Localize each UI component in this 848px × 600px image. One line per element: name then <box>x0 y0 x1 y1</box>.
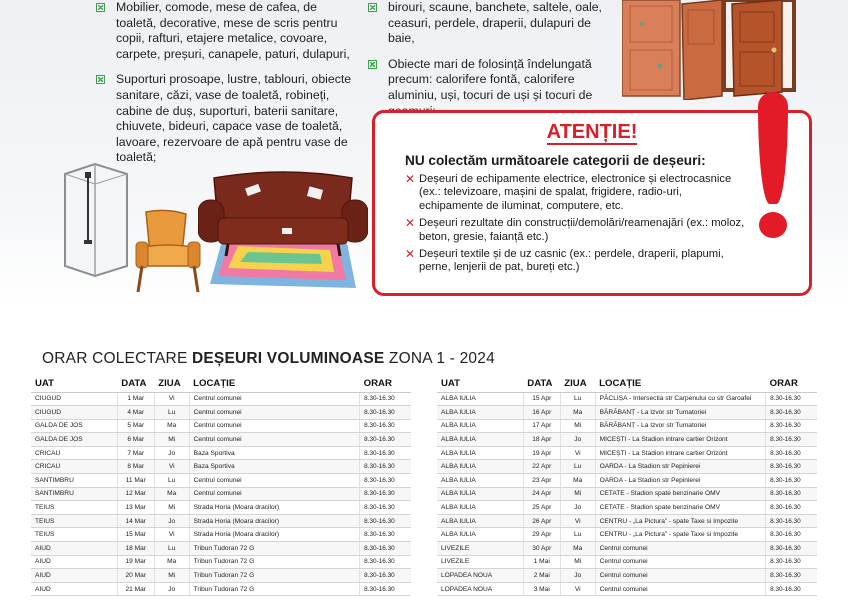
cell-location: Strada Horia (Moara dracilor) <box>189 501 359 515</box>
cell-date: 4 Mar <box>117 406 154 420</box>
cell-location: Centrul comunei <box>189 406 359 420</box>
cell-date: 18 Apr <box>523 433 560 447</box>
cell-uat: ALBA IULIA <box>437 419 523 433</box>
cell-date: 23 Apr <box>523 474 560 488</box>
header-day: ZIUA <box>560 376 595 392</box>
cell-date: 14 Mar <box>117 514 154 528</box>
table-row <box>31 501 411 515</box>
cell-location: CETATE - Stadion spate benzinarie OMV <box>595 487 765 501</box>
table-row <box>437 569 817 583</box>
cell-day: Lu <box>560 460 595 474</box>
header-day: ZIUA <box>154 376 189 392</box>
cell-hours: 8.30-16.30 <box>766 528 817 542</box>
shower-illustration <box>55 160 133 280</box>
cell-date: 12 Mar <box>117 487 154 501</box>
cell-hours: 8.30-16.30 <box>360 542 411 556</box>
cell-location: BĂRĂBANȚ - La Izvor str Tumatoriei <box>595 419 765 433</box>
header-date: DATA <box>523 376 560 392</box>
cross-icon: ✕ <box>405 247 416 262</box>
cell-day: Ma <box>154 555 189 569</box>
accepted-item <box>96 72 358 166</box>
excluded-item-text: Deșeuri rezultate din construcții/demolări/reamenajări (ex.: moloz, beton, gresie, faianță etc.) <box>419 217 745 243</box>
cell-hours: 8.30-16.30 <box>360 501 411 515</box>
table-row <box>437 460 817 474</box>
header-location: LOCAȚIE <box>595 376 765 392</box>
cell-hours: 8.30-16.30 <box>766 555 817 569</box>
table-row <box>31 446 411 460</box>
cell-date: 22 Apr <box>523 460 560 474</box>
cell-hours: 8.30-16.30 <box>360 514 411 528</box>
cell-date: 6 Mar <box>117 433 154 447</box>
accepted-item <box>96 0 358 62</box>
cell-uat: LIVEZILE <box>437 542 523 556</box>
cell-hours: 8.30-16.30 <box>360 569 411 583</box>
cell-location: OARDA - La Stadion str Pepinierei <box>595 474 765 488</box>
table-row <box>31 433 411 447</box>
excluded-item-text: Deșeuri de echipamente electrice, electronice și electrocasnice (ex.: televizoare, mașini de spalat, frigidere, radio-uri, echipamente de iluminat, computere, etc. <box>419 173 732 212</box>
cell-uat: AIUD <box>31 569 117 583</box>
cell-hours: 8.30-16.30 <box>766 406 817 420</box>
cell-location: Centrul comunei <box>595 542 765 556</box>
table-header-row <box>437 376 817 392</box>
cell-location: Centrul comunei <box>189 474 359 488</box>
sofa-illustration <box>198 168 368 258</box>
cell-uat: CRICAU <box>31 460 117 474</box>
accepted-item-text: Obiecte mari de folosință îndelungată precum: calorifere fontă, calorifere aluminiu, uși, tocuri de uși și tocuri de <box>388 56 593 102</box>
table-row <box>31 419 411 433</box>
table-row <box>31 542 411 556</box>
cell-location: Tribun Tudoran 72 G <box>189 555 359 569</box>
cell-day: Jo <box>560 433 595 447</box>
cell-uat: ALBA IULIA <box>437 528 523 542</box>
warning-title: ATENȚIE! <box>546 121 638 143</box>
table-row <box>31 460 411 474</box>
cell-location: Centrul comunei <box>189 419 359 433</box>
cell-uat: AIUD <box>31 582 117 596</box>
accepted-list-left <box>96 0 358 176</box>
warning-box <box>372 110 812 296</box>
cell-day: Mi <box>560 555 595 569</box>
cell-uat: ALBA IULIA <box>437 446 523 460</box>
cell-uat: LOPADEA NOUA <box>437 582 523 596</box>
cell-hours: 8.30-16.30 <box>360 582 411 596</box>
table-body <box>31 392 411 596</box>
cell-date: 8 Mar <box>117 460 154 474</box>
cell-day: Jo <box>154 446 189 460</box>
accepted-item-text: Suporturi prosoape, lustre, tablouri, obiecte sanitare, căzi, vase de toaletă, robineți, cabine de duș, suporturi, baterii sanitare, chiuvete, bideuri, capace vase de toaletă, lavoare, rezervoare de apă pentru vase de toaletă; <box>116 72 352 165</box>
table-row <box>437 514 817 528</box>
schedule-title: ORAR COLECTARE DEȘEURI VOLUMINOASE ZONA 1 - 2024 <box>42 350 495 367</box>
cell-hours: 8.30-16.30 <box>766 514 817 528</box>
table-row <box>31 582 411 596</box>
schedule-table-left <box>31 376 411 596</box>
cell-location: Baza Sportiva <box>189 460 359 474</box>
table-row <box>31 569 411 583</box>
cell-uat: GALDA DE JOS <box>31 433 117 447</box>
cell-day: Jo <box>560 569 595 583</box>
door-illustration <box>622 0 812 100</box>
cell-date: 30 Apr <box>523 542 560 556</box>
cell-location: Centrul comunei <box>189 392 359 406</box>
cell-location: Centrul comunei <box>595 582 765 596</box>
cell-hours: 8.30-16.30 <box>360 446 411 460</box>
cell-hours: 8.30-16.30 <box>766 542 817 556</box>
cell-date: 3 Mai <box>523 582 560 596</box>
cross-icon: ✕ <box>405 216 416 231</box>
cell-location: OARDA - La Stadion str Pepinierei <box>595 460 765 474</box>
cell-date: 1 Mar <box>117 392 154 406</box>
cell-hours: 8.30-16.30 <box>766 569 817 583</box>
cell-location: CETATE - Stadion spate benzinarie OMV <box>595 501 765 515</box>
cell-hours: 8.30-16.30 <box>766 419 817 433</box>
check-icon <box>96 75 105 84</box>
cross-icon: ✕ <box>405 172 416 186</box>
table-row <box>437 474 817 488</box>
cell-date: 17 Apr <box>523 419 560 433</box>
excluded-item <box>405 217 745 244</box>
cell-hours: 8.30-16.30 <box>360 392 411 406</box>
cell-location: MICEȘTI - La Stadion intrare cartier Orizont <box>595 433 765 447</box>
cell-date: 2 Mai <box>523 569 560 583</box>
cell-date: 11 Mar <box>117 474 154 488</box>
cell-day: Ma <box>154 487 189 501</box>
cell-date: 19 Mar <box>117 555 154 569</box>
cell-day: Ma <box>560 474 595 488</box>
cell-hours: 8.30-16.30 <box>360 419 411 433</box>
cell-day: Ma <box>560 406 595 420</box>
warning-subtitle: NU colectăm următoarele categorii de deșeuri: <box>405 153 706 168</box>
cell-day: Vi <box>154 528 189 542</box>
cell-uat: AIUD <box>31 542 117 556</box>
header-uat: UAT <box>437 376 523 392</box>
table-row <box>437 446 817 460</box>
table-body <box>437 392 817 596</box>
cell-uat: ALBA IULIA <box>437 406 523 420</box>
cell-uat: CRICAU <box>31 446 117 460</box>
cell-day: Mi <box>154 569 189 583</box>
cell-uat: ALBA IULIA <box>437 392 523 406</box>
cell-uat: SANTIMBRU <box>31 474 117 488</box>
cell-uat: TEIUS <box>31 528 117 542</box>
cell-hours: 8.30-16.30 <box>360 460 411 474</box>
cell-day: Lu <box>154 542 189 556</box>
cell-date: 15 Mar <box>117 528 154 542</box>
cell-hours: 8.30-16.30 <box>766 433 817 447</box>
cell-location: Centrul comunei <box>595 555 765 569</box>
cell-hours: 8.30-16.30 <box>766 501 817 515</box>
excluded-item-text: Deșeuri textile și de uz casnic (ex.: perdele, draperii, plapumi, perne, lenjerii de pat, bureți etc.) <box>419 248 724 274</box>
cell-day: Mi <box>560 487 595 501</box>
cell-uat: TEIUS <box>31 514 117 528</box>
cell-location: PĂCLIȘA - Intersectia str Carpenului cu str Garoafei <box>595 392 765 406</box>
table-row <box>437 419 817 433</box>
header-location: LOCAȚIE <box>189 376 359 392</box>
cell-location: Tribun Tudoran 72 G <box>189 542 359 556</box>
cell-day: Vi <box>154 460 189 474</box>
cell-day: Vi <box>560 514 595 528</box>
schedule-table-right <box>437 376 817 596</box>
cell-location: Tribun Tudoran 72 G <box>189 582 359 596</box>
cell-day: Lu <box>154 474 189 488</box>
cell-uat: ALBA IULIA <box>437 474 523 488</box>
table-row <box>31 555 411 569</box>
cell-day: Lu <box>560 528 595 542</box>
cell-hours: 8.30-16.30 <box>766 460 817 474</box>
cell-uat: ALBA IULIA <box>437 460 523 474</box>
cell-hours: 8.30-16.30 <box>360 474 411 488</box>
cell-date: 25 Apr <box>523 501 560 515</box>
table-row <box>437 487 817 501</box>
cell-location: Centrul comunei <box>595 569 765 583</box>
cell-hours: 8.30-16.30 <box>766 446 817 460</box>
cell-location: Tribun Tudoran 72 G <box>189 569 359 583</box>
table-row <box>437 392 817 406</box>
table-row <box>437 501 817 515</box>
cell-location: MICEȘTI - La Stadion intrare cartier Orizont <box>595 446 765 460</box>
cell-uat: ALBA IULIA <box>437 487 523 501</box>
header-uat: UAT <box>31 376 117 392</box>
table-row <box>437 542 817 556</box>
table-row <box>31 474 411 488</box>
cell-date: 19 Apr <box>523 446 560 460</box>
accepted-item <box>368 0 618 47</box>
cell-uat: CIUGUD <box>31 392 117 406</box>
cell-location: BĂRĂBANȚ - La Izvor str Tumatoriei <box>595 406 765 420</box>
excluded-item <box>405 248 745 275</box>
cell-uat: AIUD <box>31 555 117 569</box>
cell-uat: LIVEZILE <box>437 555 523 569</box>
table-row <box>437 528 817 542</box>
cell-date: 18 Mar <box>117 542 154 556</box>
cell-day: Mi <box>560 419 595 433</box>
cell-location: Baza Sportiva <box>189 446 359 460</box>
cell-day: Ma <box>560 542 595 556</box>
table-row <box>437 555 817 569</box>
cell-uat: SANTIMBRU <box>31 487 117 501</box>
cell-date: 13 Mar <box>117 501 154 515</box>
table-row <box>437 433 817 447</box>
header-hours: ORAR <box>360 376 411 392</box>
cell-hours: 8.30-16.30 <box>766 582 817 596</box>
cell-date: 16 Apr <box>523 406 560 420</box>
cell-location: CENTRU - „La Pictura” - spate Taxe si Impozite <box>595 528 765 542</box>
cell-date: 24 Apr <box>523 487 560 501</box>
check-icon <box>96 3 105 12</box>
table-row <box>437 406 817 420</box>
cell-hours: 8.30-16.30 <box>360 528 411 542</box>
cell-day: Lu <box>560 392 595 406</box>
excluded-item <box>405 173 745 213</box>
accepted-item-text: birouri, scaune, banchete, saltele, oale, ceasuri, perdele, draperii, dulapuri de baie, <box>388 0 602 46</box>
table-row <box>31 514 411 528</box>
cell-hours: 8.30-16.30 <box>766 392 817 406</box>
check-icon <box>368 3 377 12</box>
table-row <box>31 487 411 501</box>
exclamation-icon <box>748 92 798 242</box>
cell-day: Jo <box>154 514 189 528</box>
cell-hours: 8.30-16.30 <box>360 433 411 447</box>
cell-date: 29 Apr <box>523 528 560 542</box>
cell-day: Mi <box>154 501 189 515</box>
cell-date: 21 Mar <box>117 582 154 596</box>
cell-location: Strada Horia (Moara dracilor) <box>189 514 359 528</box>
header-hours: ORAR <box>766 376 817 392</box>
accepted-item-text: Mobilier, comode, mese de cafea, de toaletă, decorative, mese de scris pentru copii, rafturi, etajere metalice, covoare, carpete, preșuri, canapele, paturi, dulapuri, <box>116 0 350 61</box>
cell-uat: CIUGUD <box>31 406 117 420</box>
cell-date: 7 Mar <box>117 446 154 460</box>
cell-day: Mi <box>154 433 189 447</box>
cell-day: Jo <box>560 501 595 515</box>
armchair-illustration <box>132 208 204 294</box>
cell-uat: ALBA IULIA <box>437 433 523 447</box>
cell-uat: GALDA DE JOS <box>31 419 117 433</box>
cell-uat: TEIUS <box>31 501 117 515</box>
table-row <box>31 406 411 420</box>
cell-uat: ALBA IULIA <box>437 514 523 528</box>
check-icon <box>368 60 377 69</box>
cell-hours: 8.30-16.30 <box>360 406 411 420</box>
excluded-list <box>405 173 745 279</box>
cell-location: Centrul comunei <box>189 433 359 447</box>
cell-day: Lu <box>154 406 189 420</box>
cell-date: 5 Mar <box>117 419 154 433</box>
cell-location: CENTRU - „La Pictura” - spate Taxe si Impozite <box>595 514 765 528</box>
cell-hours: 8.30-16.30 <box>766 487 817 501</box>
cell-hours: 8.30-16.30 <box>766 474 817 488</box>
table-row <box>31 392 411 406</box>
cell-date: 1 Mai <box>523 555 560 569</box>
cell-date: 15 Apr <box>523 392 560 406</box>
cell-day: Jo <box>154 582 189 596</box>
cell-day: Vi <box>154 392 189 406</box>
table-row <box>437 582 817 596</box>
cell-hours: 8.30-16.30 <box>360 555 411 569</box>
cell-uat: ALBA IULIA <box>437 501 523 515</box>
table-row <box>31 528 411 542</box>
cell-date: 20 Mar <box>117 569 154 583</box>
cell-day: Vi <box>560 446 595 460</box>
cell-date: 26 Apr <box>523 514 560 528</box>
table-header-row <box>31 376 411 392</box>
cell-day: Vi <box>560 582 595 596</box>
cell-location: Centrul comunei <box>189 487 359 501</box>
cell-day: Ma <box>154 419 189 433</box>
cell-uat: LOPADEA NOUA <box>437 569 523 583</box>
cell-location: Strada Horia (Moara dracilor) <box>189 528 359 542</box>
header-date: DATA <box>117 376 154 392</box>
cell-hours: 8.30-16.30 <box>360 487 411 501</box>
